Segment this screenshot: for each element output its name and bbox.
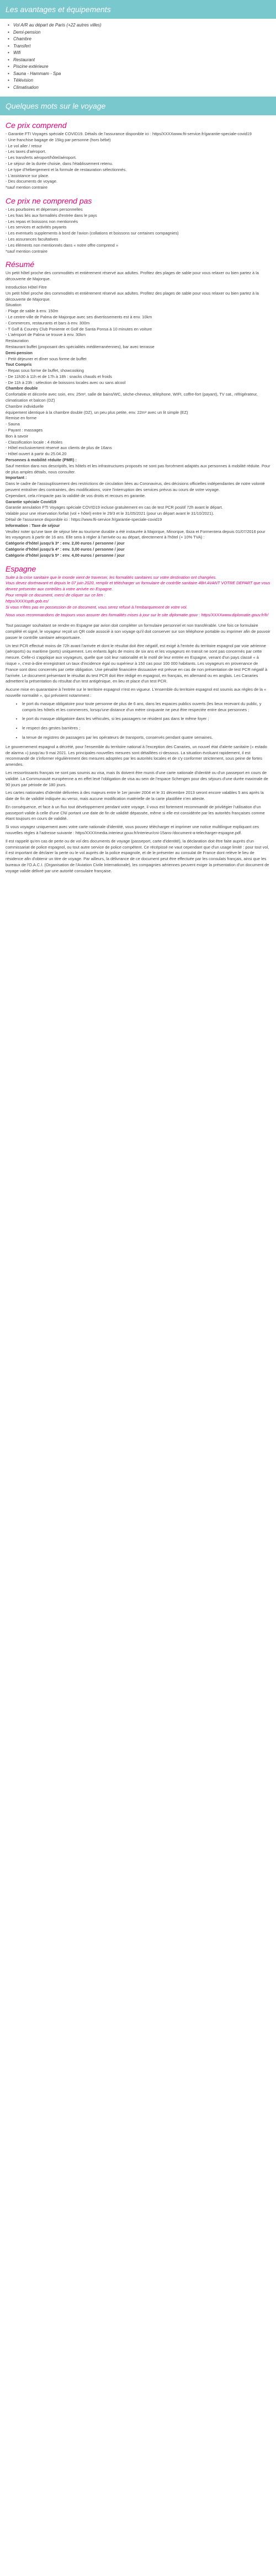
text-line: - Le centre-ville de Palma de Majorque avec ses divertissements est à env. 10km bbox=[6, 314, 152, 319]
text-line: Sauf mention dans nos descriptifs, les hôtels et les infrastructures proposés ne sont pas forcément adaptés aux personnes à mobilité réduite. Pour de plus amples détails, nous consulter. bbox=[6, 463, 270, 474]
text-line: - Les services et activités payants bbox=[6, 225, 67, 230]
text-line: - Sauna bbox=[6, 422, 20, 427]
bullet-item: • la tenue de registres de passagers par les opérateurs de transports, conservés pendant quatre semaines. bbox=[22, 735, 270, 741]
text-line: - Les eventuels supplements à bord de l'avion (collations et boissons sur certaines compagnies) bbox=[6, 231, 179, 236]
text-line: - L'aéroport de Palma se trouve à env. 30km bbox=[6, 332, 86, 338]
bullet-item: • le respect des gestes barrières ; bbox=[22, 726, 270, 732]
amenity-item: • Climatisation bbox=[8, 84, 276, 92]
text-line: Tout Compris bbox=[6, 362, 32, 367]
text-line: Valable pour une réservation forfait (vol + hôtel) entre le 29/3 et le 31/05/2021 (pour un départ avant le 31/10/2021). bbox=[6, 511, 214, 516]
text-line: - T Golf & Country Club Poniente et Golf de Santa Ponsa à 10 minutes en voiture bbox=[6, 326, 152, 332]
text-line: *sauf mention contraire bbox=[6, 248, 47, 254]
text-line: Catégorie d'hôtel jusqu'à 3* : env. 2,00 euros / personne / jour bbox=[6, 541, 125, 546]
notice-line: Nous vous recommandons de toujours vous assurer des formalités mises à jour sur le site diplomatie.gouv : https/XXXXwww.diplomatie.gouv.fr/fr/ bbox=[6, 612, 269, 618]
paragraph: Aucune mise en quarantaine à l'entrée sur le territoire espagnol n'est en vigueur. L'ensemble du territoire espagnol est soumis aux règles de la « nouvelle normalité », qui prévoient notamment : bbox=[6, 687, 267, 698]
amenities-header: Les avantages et équipements bbox=[0, 0, 276, 19]
prix-ne-comprend-title: Ce prix ne comprend pas bbox=[6, 196, 92, 205]
text-line: - L'assistance sur place. bbox=[6, 173, 50, 178]
paragraph: Un test PCR effectué moins de 72h avant l'arrivée et dont le résultat doit être négatif, est exigé à l'entrée du territoire espagnol par voie aérienne (aéroports) ou maritime (ports) uniquement. Les enfants âgés de moins de six ans et les voyageurs en transit ne sont pas concernés par cette mesure. Celle-ci s'applique aux voyageurs, quelle que soit leur nationalité et le motif de leur entrée en Espagne, venant d'un pays classé « à risque », c'est-à-dire enregistrant un taux d'incidence égal ou supérieur à 150 cas pour 100 000 habitants. Les voyageurs en provenance de France sont donc concernés par cette obligation. Une pénalité financière dissuasive est prévue en cas de non présentation de test PCR négatif à l'arrivée. Le document présentant le résultat du test PCR doit être rédigé en espagnol, en français, en allemand ou en anglais. Les Canaries admettent la présentation du résultat d'un test antigénique, en lieu et place d'un test PCR. bbox=[6, 643, 268, 684]
prix-comprend-block bbox=[6, 131, 270, 191]
text-line: - Hôtel exclusivement réservé aux clients de plus de 16ans bbox=[6, 445, 112, 451]
amenities-list bbox=[8, 22, 276, 91]
text-line: Confortable et décorée avec soin, env. 25m², salle de bains/WC, sèche-cheveux, téléphone, WIFI, coffre-fort (payant), TV sat., réfrigérateur, climatisation et balcon (DZ) bbox=[6, 392, 258, 403]
paragraph: Les cartes nationales d'identité délivrées à des majeurs entre le 1er janvier 2004 et le 31 décembre 2013 seront encore valables 5 ans après la date de fin de validité indiquée au verso, mais aucune modification matérielle de la carte plastifiée n'en atteste. bbox=[6, 790, 264, 802]
text-line: - Les frais liés aux formalités d'entrée dans le pays bbox=[6, 212, 97, 218]
paragraph: Il est rappelé qu'en cas de perte ou de vol des documents de voyage (passeport, carte d'identité), la déclaration doit être faite auprès d'un commissariat de police espagnol, ou tout autre service de police compétent. Ce récépissé ne vaut cependant que d'un usage limité : pour tout vol, il est important de déclarer la perte ou le vol auprès de la police espagnole, et de le présenter au consulat de France dont relève le lieu de résidence afin d'obtenir un titre de voyage. Par ailleurs, la délivrance de ce document peut être effectuée par les consulats français, ainsi que les bureaux de l'O.A.C.I. (Organisation de l'Aviation Civile Internationale), les compagnies aériennes peuvent exiger la présentation d'un document de voyage valide délivré par une autorité consulaire française. bbox=[6, 838, 269, 873]
amenity-item: • Sauna - Hammam - Spa bbox=[8, 71, 276, 78]
text-line: - Le séjour de la durée choisie, dans l'établissement retenu. bbox=[6, 161, 113, 166]
text-line: - Garantie FTI Voyages spéciale COVID19. Détails de l'assurance disponible ici : https/XXXXwww.fti-service.fr/garantie-speciale-covid19 bbox=[6, 131, 252, 136]
text-line: Remise en forme bbox=[6, 415, 37, 421]
text-line: Dans le cadre de l'assouplissement des restrictions de circulation liées au Coronavirus, des décisions officielles indépendantes de notre volonté peuvent entraîner des contraintes, des modifications, voire l'interruption des services prévus au cours de votre voyage. bbox=[6, 481, 265, 493]
resume-title: Résumé bbox=[6, 260, 35, 269]
text-line: Important : bbox=[6, 475, 27, 481]
text-line: Détail de l'assurance disponible ici : https://www.fti-service.fr/garantie-speciale-covid19 bbox=[6, 517, 162, 522]
amenity-item: • Télévision bbox=[8, 77, 276, 84]
prix-comprend-title: Ce prix comprend bbox=[6, 121, 67, 130]
text-line: - Payant : massages bbox=[6, 428, 43, 433]
trip-header: Quelques mots sur le voyage bbox=[0, 97, 276, 115]
text-line: Chambre individuelle bbox=[6, 403, 44, 409]
amenity-item: • Transfert bbox=[8, 43, 276, 50]
text-line: Un petit hôtel proche des commodités et entièrement réservé aux adultes. Profitez des plages de sable pour vous relaxer ou bien partez à la découverte de Majorque. bbox=[6, 290, 259, 302]
text-line: - Les repas et boissons non mentionnés bbox=[6, 218, 78, 224]
paragraph: Le gouvernement espagnol a décrété, pour l'ensemble du territoire national à l'exception des Canaries, un nouvel état d'alerte sanitaire (« estado de alarma ») jusqu'au 9 mai 2021. Les principales nouvelles mesures sont détaillées ci-dessous. La situation évoluant rapidement, il est recommandé de s'informer régulièrement des mesures adoptées par les autorités locales et de s'y conformer strictement, sous peine de fortes amendes. bbox=[6, 744, 267, 767]
text-line: Restauration bbox=[6, 338, 29, 344]
text-line: Catégorie d'hôtel jusqu'à 4* : env. 3,00 euros / personne / jour bbox=[6, 547, 125, 552]
text-line: Un petit hôtel proche des commodités et entièrement réservé aux adultes. Profitez des plages de sable pour vous relaxer ou bien partez à la découverte de Majorque. bbox=[6, 270, 259, 282]
notice-line: Suite à la crise sanitaire que le monde vient de traverser, les formalités sanitaires sur votre destination ont changées. bbox=[6, 574, 217, 580]
paragraph: Tout passager souhaitant se rendre en Espagne par avion doit compléter un formulaire personnel et non transférable. Une fois ce formulaire complété et signé, le voyageur reçoit un QR code associé à son voyage qu'il doit conserver sur son téléphone portable ou imprimer afin de pouvoir passer le contrôle sanitaire aéroportuaire. bbox=[6, 623, 270, 640]
text-line: - De 11h à 23h : sélection de boissons locales avec ou sans alcool bbox=[6, 380, 126, 385]
espagne-title: Espagne bbox=[6, 564, 36, 573]
text-line: Cependant, cela n'impacte pas la validité de vos droits et recours en garantie. bbox=[6, 493, 146, 498]
text-line: Chambre double bbox=[6, 386, 38, 391]
espagne-paragraphs bbox=[6, 623, 270, 699]
notice-line: Vous devez dorénavant et depuis le 07 juin 2020, remplir et télécharger un formulaire de contrôle sanitaire 48H AVANT VOTRE DEPART que vous devrez présenter aux contrôles à votre arrivée en Espagne. bbox=[6, 580, 270, 592]
bullet-item: • le port du masque obligatoire pour toute personne de plus de 6 ans, dans les espaces publics ouverts (les lieux recevant du public, y compris les hôtels et les commerces, lorsqu'une distance d'un mètre cinquante ne peut être respectée entre deux personnes ; bbox=[22, 701, 270, 713]
text-line: Demi-pension bbox=[6, 350, 33, 355]
text-line: - Les transferts aéroport/hôtel/aéroport. bbox=[6, 155, 77, 161]
paragraph: En conséquence, et face à un flux tout développement pendant votre voyage, il vous est fortement recommandé de privilégier l'utilisation d'un passeport valide à celle d'une CNI portant une date de fin de validité dépassée, même si elle est considérée par les autorités françaises comme étant toujours en cours de validité. bbox=[6, 804, 265, 822]
text-line: - De 11h30 à 11h et de 17h à 18h : snacks chauds et froids bbox=[6, 374, 112, 379]
text-line: - Petit déjeuner et dîner sous forme de buffet bbox=[6, 356, 87, 361]
text-line: - Plage de sable à env. 150m bbox=[6, 308, 59, 314]
paragraph: Les ressortissants français ne sont pas soumis au visa, mais ils doivent être munis d'une carte nationale d'identité ou d'un passeport en cours de validité. La Communauté européenne a en effet levé l'obligation de visa au sein de l'espace Schengen pour des séjours d'une durée maximale de 90 jours par période de 180 jours. bbox=[6, 770, 268, 787]
amenity-item: • Restaurant bbox=[8, 57, 276, 64]
amenity-item: • Wifi bbox=[8, 50, 276, 57]
notice-line: Pour remplir ce document, merci de cliquer sur ce lien : bbox=[6, 592, 105, 598]
text-line: Information : Taxe de séjour bbox=[6, 522, 60, 528]
notice-line: Si vous n'êtes pas en possession de ce document, vous serez refusé à l'embarquement de votre vol. bbox=[6, 604, 188, 610]
text-line: - Une franchise bagage de 15kg par personne (hors bébé) bbox=[6, 137, 111, 142]
paragraph: Si vous voyagez uniquement avec votre carte nationale d'identité, vous pouvez télécharger et imprimer une notice multilingue expliquant ces nouvelles règles à l'adresse suivante : https/XXXXmedia.interieur.gouv.fr/interieur/cni-15ans-/document-a-telecharger-espagne.pdf. bbox=[6, 824, 259, 836]
text-line: Bon à savoir bbox=[6, 433, 29, 439]
text-line: - Classification locale : 4 étoiles bbox=[6, 439, 63, 445]
text-line: - Repas sous forme de buffet, showcooking bbox=[6, 368, 84, 374]
text-line: Veuillez noter qu'une taxe de séjour liée au tourisme durable a été instaurée à Majorque, Minorque, Ibiza et Formentera depuis 01/07/2016 pour les voyageurs à partir de 16 ans. Elle sera à régler à l'arrivée ou au départ, directement à l'hôtel (+ 10% TVA) : bbox=[6, 529, 266, 540]
text-line: - Les taxes d'aéroport. bbox=[6, 149, 46, 154]
text-line: - Les éléments non mentionnés dans « notre offre comprend » bbox=[6, 242, 119, 248]
text-line: - Les assurances facultatives bbox=[6, 236, 59, 242]
text-line: - Le vol aller / retour bbox=[6, 143, 42, 148]
bullet-item: • le port du masque obligatoire dans les véhicules, si les passagers ne résident pas dans le même foyer ; bbox=[22, 716, 270, 722]
amenity-item: • Vol A/R au départ de Paris (+22 autres villes) bbox=[8, 22, 276, 29]
espagne-notice bbox=[6, 575, 270, 619]
text-line: - Le type d'hébergement et la formule de restauration sélectionnés. bbox=[6, 167, 127, 172]
text-line: Introduction Hôtel Fitre bbox=[6, 284, 47, 290]
text-line: Situation bbox=[6, 302, 22, 308]
text-line: *sauf mention contraire bbox=[6, 185, 47, 190]
resume-block bbox=[6, 270, 270, 558]
text-line: - Hôtel ouvert à partir du 25.04.20 bbox=[6, 451, 67, 457]
notice-line: https/XXXXspth.gob.es/ bbox=[6, 598, 49, 604]
text-line: - Commerces, restaurants et bars à env. 300m bbox=[6, 320, 90, 326]
text-line: Restaurant buffet (proposant des spécialités méditerranéennes), bar avec terrasse bbox=[6, 344, 155, 349]
amenity-item: • Piscine extérieure bbox=[8, 63, 276, 71]
espagne-paragraphs-2 bbox=[6, 744, 270, 874]
text-line: - Les pourboires et dépenses personnelles bbox=[6, 206, 83, 212]
text-line: Personnes à mobilité réduite (PMR) : bbox=[6, 457, 77, 463]
amenity-item: • Demi-pension bbox=[8, 29, 276, 36]
text-line: équipement identique à la chambre double (DZ), un peu plus petite, env. 22m² avec un lit simple (EZ) bbox=[6, 409, 188, 415]
espagne-bullets bbox=[22, 701, 270, 741]
amenity-item: • Chambre bbox=[8, 36, 276, 43]
text-line: Catégorie d'hôtel jusqu'à 5* : env. 4,00 euros / personne / jour bbox=[6, 552, 125, 558]
prix-ne-comprend-block bbox=[6, 207, 270, 254]
text-line: - Des documents de voyage. bbox=[6, 179, 58, 184]
text-line: Garantie annulation FTI Voyages spéciale COVID19 incluse gratuitement en cas de test PCR positif 72h avant le départ. bbox=[6, 505, 223, 510]
text-line: Garantie spéciale Covid19 bbox=[6, 499, 57, 504]
